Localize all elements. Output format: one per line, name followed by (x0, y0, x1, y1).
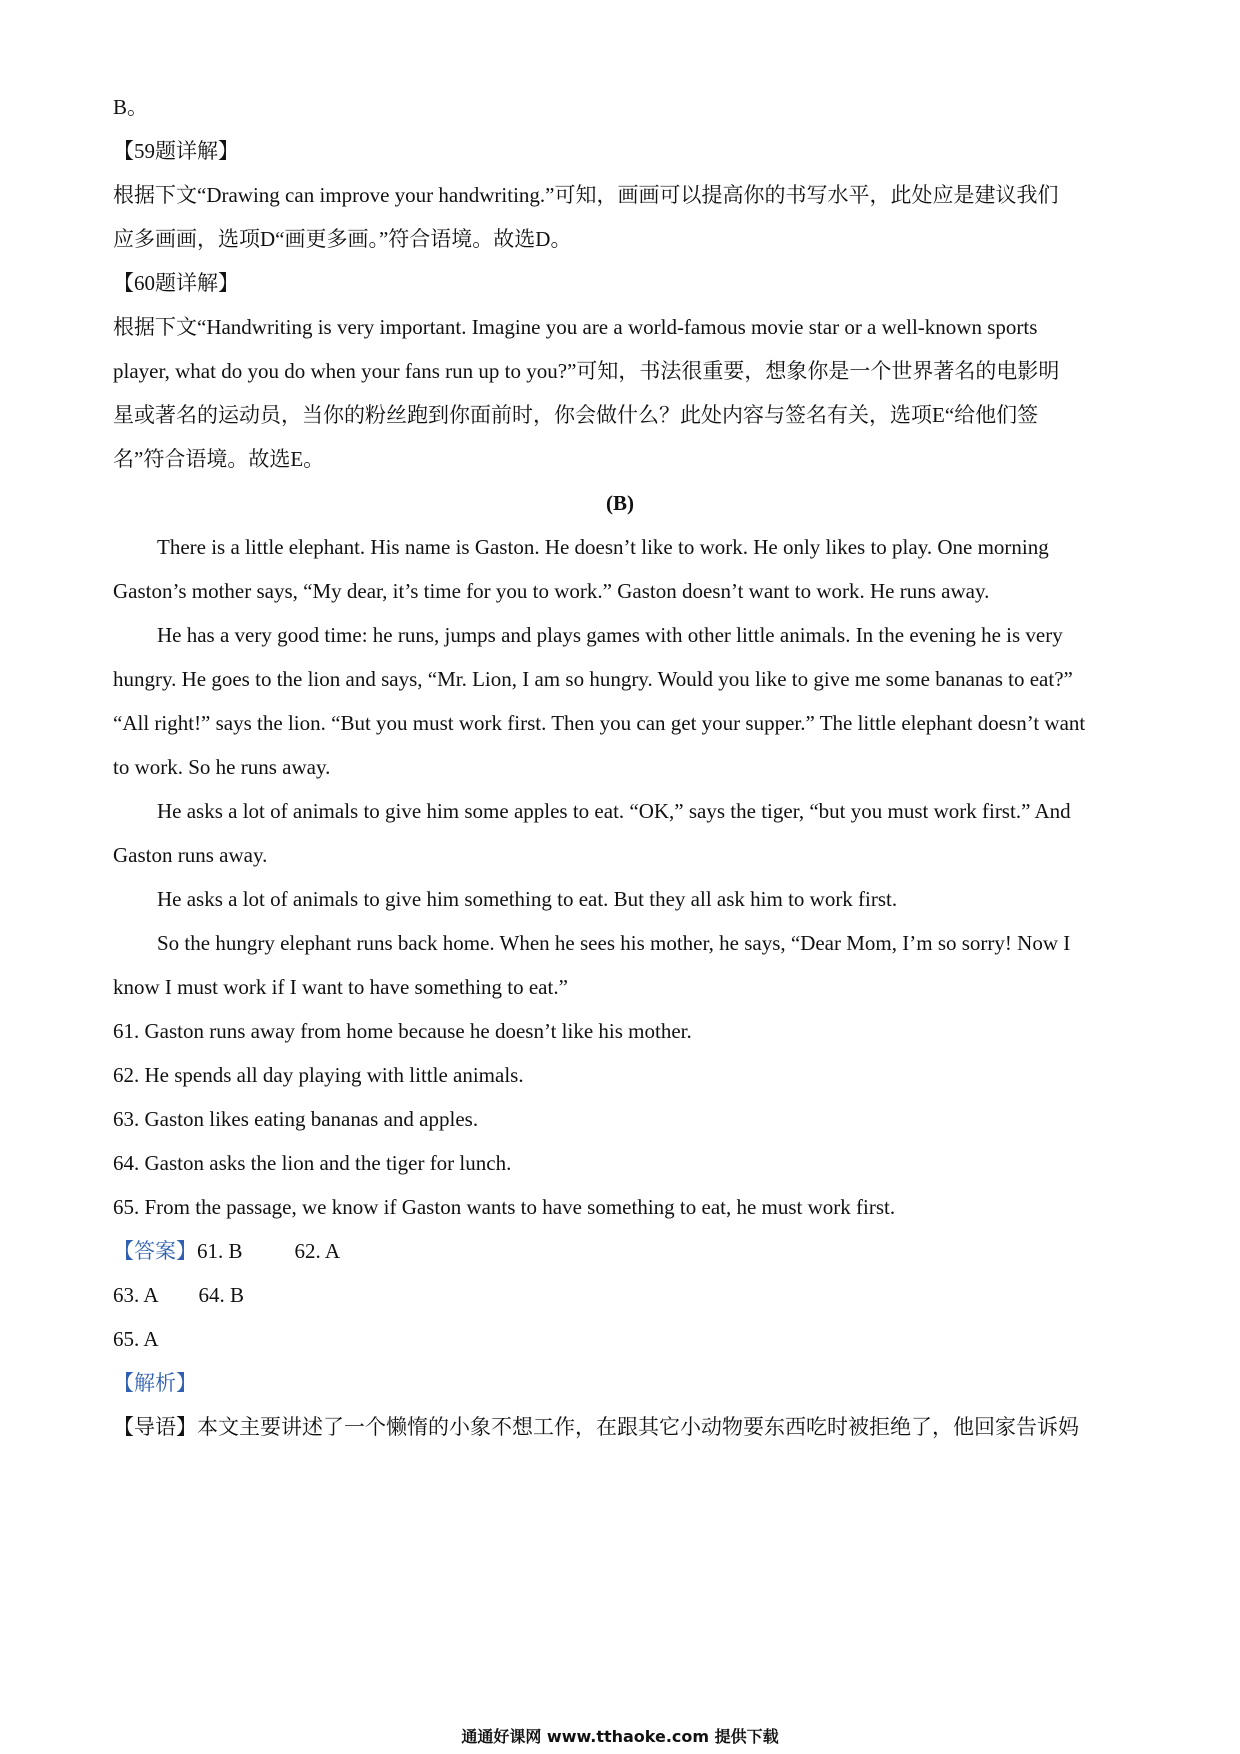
answer-63: 63. A (113, 1283, 159, 1307)
passage-line: There is a little elephant. His name is Gaston. He doesn’t like to work. He only likes to play. One morning (157, 535, 1049, 559)
passage-line: He has a very good time: he runs, jumps and plays games with other little animals. In the evening he is very (157, 623, 1063, 647)
passage-line: Gaston’s mother says, “My dear, it’s time for you to work.” Gaston doesn’t want to work. He runs away. (113, 579, 990, 603)
answer-61: 61. B (197, 1239, 243, 1263)
answer-label: 【答案】 (113, 1239, 197, 1263)
question-61: 61. Gaston runs away from home because he doesn’t like his mother. (113, 1019, 692, 1043)
text-line: 【导语】本文主要讲述了一个懒惰的小象不想工作，在跟其它小动物要东西吃时被拒绝了，他回家告诉妈 (113, 1415, 1079, 1439)
passage-line: know I must work if I want to have something to eat.” (113, 975, 568, 999)
passage-line: Gaston runs away. (113, 843, 268, 867)
passage-line: “All right!” says the lion. “But you must work first. Then you can get your supper.” The little elephant doesn’t want (113, 711, 1086, 735)
answer-64: 64. B (198, 1283, 245, 1307)
passage-line: He asks a lot of animals to give him some apples to eat. “OK,” says the tiger, “but you must work first.” And (157, 799, 1071, 823)
passage-title: (B) (606, 491, 634, 515)
text-line: 名”符合语境。故选E。 (113, 447, 325, 471)
text-line: 应多画画，选项D“画更多画。”符合语境。故选D。 (113, 227, 572, 251)
passage-line: So the hungry elephant runs back home. When he sees his mother, he says, “Dear Mom, I’m so sorry! Now I (157, 931, 1071, 955)
text-line: 根据下文“Drawing can improve your handwriting.”可知，画画可以提高你的书写水平，此处应是建议我们 (113, 183, 1059, 207)
analysis-heading: 【解析】 (113, 1371, 197, 1395)
answer-62: 62. A (294, 1239, 341, 1263)
answer-row-1 (113, 1236, 1133, 1266)
section-heading-60: 【60题详解】 (113, 271, 239, 295)
text-line: 星或著名的运动员，当你的粉丝跑到你面前时，你会做什么？此处内容与签名有关，选项E“给他们签 (113, 403, 1039, 427)
passage-line: hungry. He goes to the lion and says, “Mr. Lion, I am so hungry. Would you like to give me some bananas to eat?” (113, 667, 1073, 691)
answer-row-2 (113, 1280, 1133, 1310)
question-62: 62. He spends all day playing with little animals. (113, 1063, 524, 1087)
question-64: 64. Gaston asks the lion and the tiger for lunch. (113, 1151, 512, 1175)
question-65: 65. From the passage, we know if Gaston wants to have something to eat, he must work first. (113, 1195, 896, 1219)
page-footer: 通通好课网 www.tthaoke.com 提供下载 (461, 1727, 779, 1746)
text-line: player, what do you do when your fans run up to you?”可知，书法很重要，想象你是一个世界著名的电影明 (113, 359, 1060, 383)
section-heading-59: 【59题详解】 (113, 139, 239, 163)
question-63: 63. Gaston likes eating bananas and apples. (113, 1107, 479, 1131)
text-line: 根据下文“Handwriting is very important. Imagine you are a world-famous movie star or a well-known sports (113, 315, 1038, 339)
passage-line: He asks a lot of animals to give him something to eat. But they all ask him to work first. (157, 887, 898, 911)
answer-65: 65. A (113, 1327, 159, 1351)
passage-line: to work. So he runs away. (113, 755, 331, 779)
text-line: B。 (113, 95, 149, 119)
